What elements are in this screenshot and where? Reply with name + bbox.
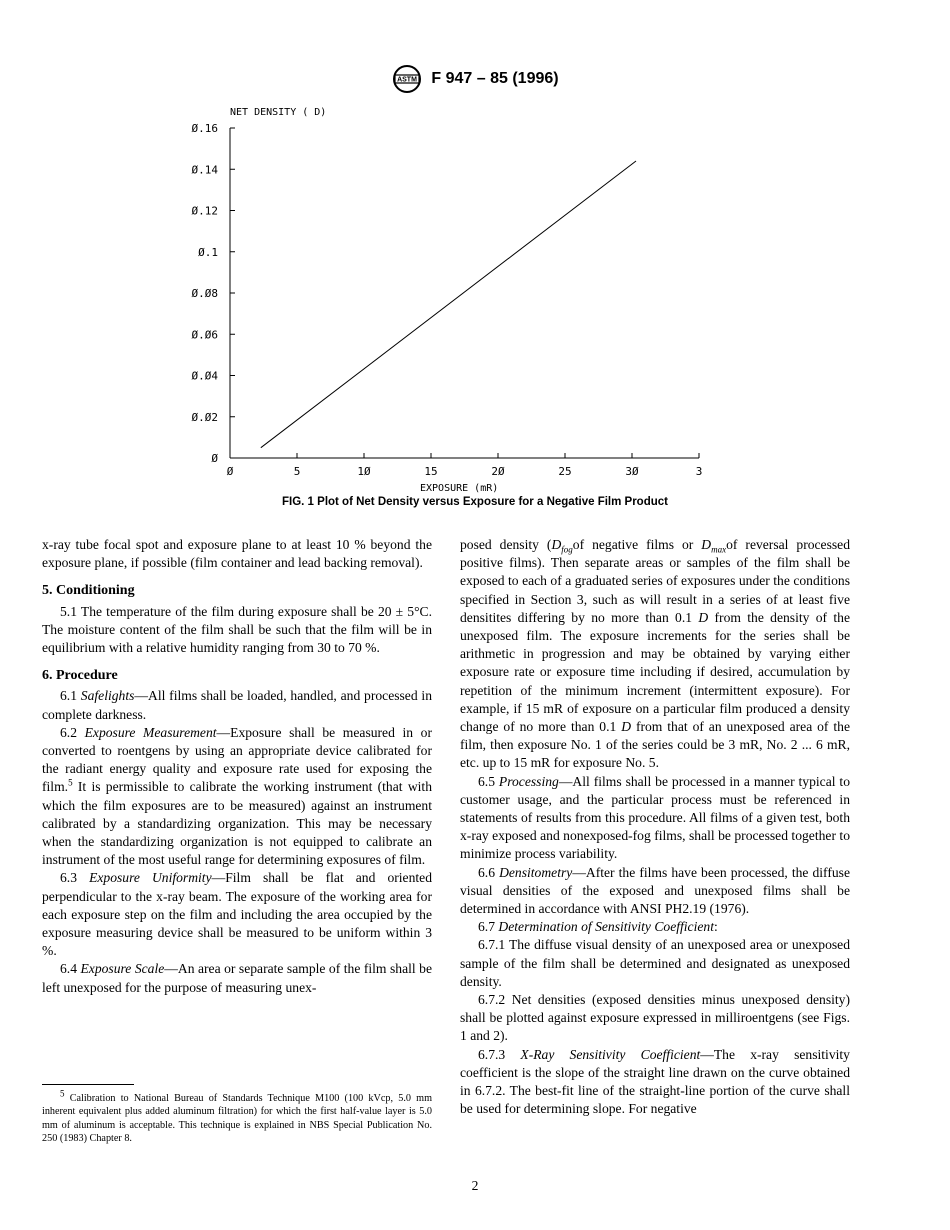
paragraph-6-4: 6.4 Exposure Scale—An area or separate sample of the film shall be left unexposed for the purpose of measuring unex-: [42, 961, 432, 995]
y-tick-label: Ø: [211, 452, 218, 465]
y-tick-label: Ø.Ø4: [191, 369, 218, 383]
document-designation: F 947 – 85 (1996): [431, 70, 559, 87]
paragraph-6-4-continued: posed density ($D_{fog}of$ negative films or $D_{max}of$ reversal processed positive films). Then separate areas or samples of the film shall be exposed to each of a graduated series of exposures under the conditions specified in Section 3, such as will result in a series of at least five densitites differing by no more than 0.1 D from the density of the unexposed film. The exposure increments for the series shall be arithmetic in progression and may be obtained by varying either exposure rate or exposure time including if desired, accumulation by repetition of the minimum increment (intermittent exposure). For example, if 15 mR of exposure on a particular film produced a density change of no more than 0.1 D from that of an unexposed area of the film, then exposure No. 1 of the series could be 3 mR, No. 2 ... 6 mR, etc. up to 15 mR for exposure No. 5.: [460, 537, 850, 771]
x-tick-label: 2Ø: [491, 465, 505, 478]
x-tick-label: 3: [695, 465, 703, 478]
paragraph-6-2: 6.2 Exposure Measurement—Exposure shall be measured in or converted to roentgens by using an appropriate device calibrated for the radiant energy quality and exposure rate used for exposing the film.$^5$ It is permissible to calibrate the working instrument (that with which the film exposures are to be measured) against an instrument calibrated by a standardizing organization. This may be necessary when the standardizing organization is not equipped to calibrate an instrument of the most useful range for determining exposures of film.: [42, 724, 432, 868]
section-heading-procedure: 6. Procedure: [42, 668, 118, 684]
paragraph-6-5: 6.5 Processing—All films shall be processed in a manner typical to customer usage, and the particular process must be referenced in statements of results from this procedure. All films of a given test, both x-ray exposed and nonexposed-fog films, shall be processed together to minimize process variability.: [460, 773, 850, 862]
paragraph-6-7-2: 6.7.2 Net densities (exposed densities minus unexposed density) shall be plotted against exposure expressed in milliroentgens (see Figs. 1 and 2).: [460, 992, 850, 1044]
y-tick-label: Ø.1: [198, 245, 218, 259]
x-tick-label: 5: [293, 465, 301, 478]
left-column: [42, 536, 432, 997]
paragraph-6-7-3: 6.7.3 X-Ray Sensitivity Coefficient—The x-ray sensitivity coefficient is the slope of the straight line drawn on the curve obtained in 6.7.2. The best-fit line of the straight-line portion of the curve shall be used for determining slope. For negative: [460, 1046, 850, 1117]
y-tick-label: Ø.Ø6: [191, 328, 218, 342]
footnote-mark: 5: [60, 1088, 65, 1099]
paragraph-6-6: 6.6 Densitometry—After the films have been processed, the diffuse visual densities of the exposed and unexposed films shall be determined in accordance with ANSI PH2.19 (1976).: [460, 864, 850, 917]
section-heading-conditioning: 5. Conditioning: [42, 583, 135, 599]
paragraph-6-3: 6.3 Exposure Uniformity—Film shall be flat and oriented perpendicular to the x-ray beam. The exposure of the working area for each exposure step on the film and including the area occupied by the exposure measuring device shall be measured to be uniform within 3 %.: [42, 870, 432, 959]
x-tick-label: 1Ø: [357, 465, 371, 478]
footnote-divider: [42, 1084, 134, 1085]
paragraph-continued: x-ray tube focal spot and exposure plane to at least 10 % beyond the exposure plane, if possible (film container and lead backing removal).: [42, 537, 432, 571]
paragraph-6-7: 6.7 Determination of Sensitivity Coefficient:: [478, 919, 718, 935]
x-tick-label: 25: [558, 465, 572, 478]
page-header: [0, 64, 950, 94]
y-tick-label: Ø.16: [191, 122, 218, 135]
x-tick-label: 15: [424, 465, 438, 478]
footnote: $^5$ Calibration to National Bureau of Standards Technique M100 (100 kVcp, 5.0 mm inherent equivalent plus added aluminum filtration) for which the first half-value layer is 5.0 mm of aluminum is acceptable. This technique is explained in NBS Special Publication No. 250 (1983) Chapter 8.: [42, 1088, 432, 1145]
x-axis-label: EXPOSURE (mR): [420, 483, 499, 494]
net-density-chart: [180, 100, 740, 495]
paragraph-6-7-1: 6.7.1 The diffuse visual density of an unexposed area or unexposed sample of the film shall be determined and designated as unexposed density.: [460, 937, 850, 989]
paragraph-5-1: 5.1 The temperature of the film during exposure shall be 20 ± 5°C. The moisture content of the film shall be such that the film will be in equilibrium with a relative humidity ranging from 30 to 70 %.: [42, 603, 432, 656]
right-column: [460, 536, 850, 1119]
astm-logo: [391, 64, 423, 94]
y-axis-label: NET DENSITY ( D): [230, 107, 327, 118]
figure-caption: FIG. 1 Plot of Net Density versus Exposure for a Negative Film Product: [282, 496, 668, 508]
x-tick-label: 3Ø: [625, 465, 639, 478]
astm-logo-text: ASTM: [397, 76, 418, 84]
page-number: 2: [471, 1178, 479, 1193]
paragraph-6-1: 6.1 Safelights—All films shall be loaded, handled, and processed in complete darkness.: [42, 688, 432, 722]
footnote-ref: 5: [68, 777, 73, 788]
y-tick-label: Ø.Ø2: [191, 410, 218, 424]
y-tick-label: Ø.14: [191, 163, 218, 177]
y-tick-label: Ø.Ø8: [191, 287, 218, 300]
x-tick-label: Ø: [226, 465, 234, 478]
y-tick-label: Ø.12: [191, 204, 218, 218]
series-line-net-density: [261, 161, 636, 448]
